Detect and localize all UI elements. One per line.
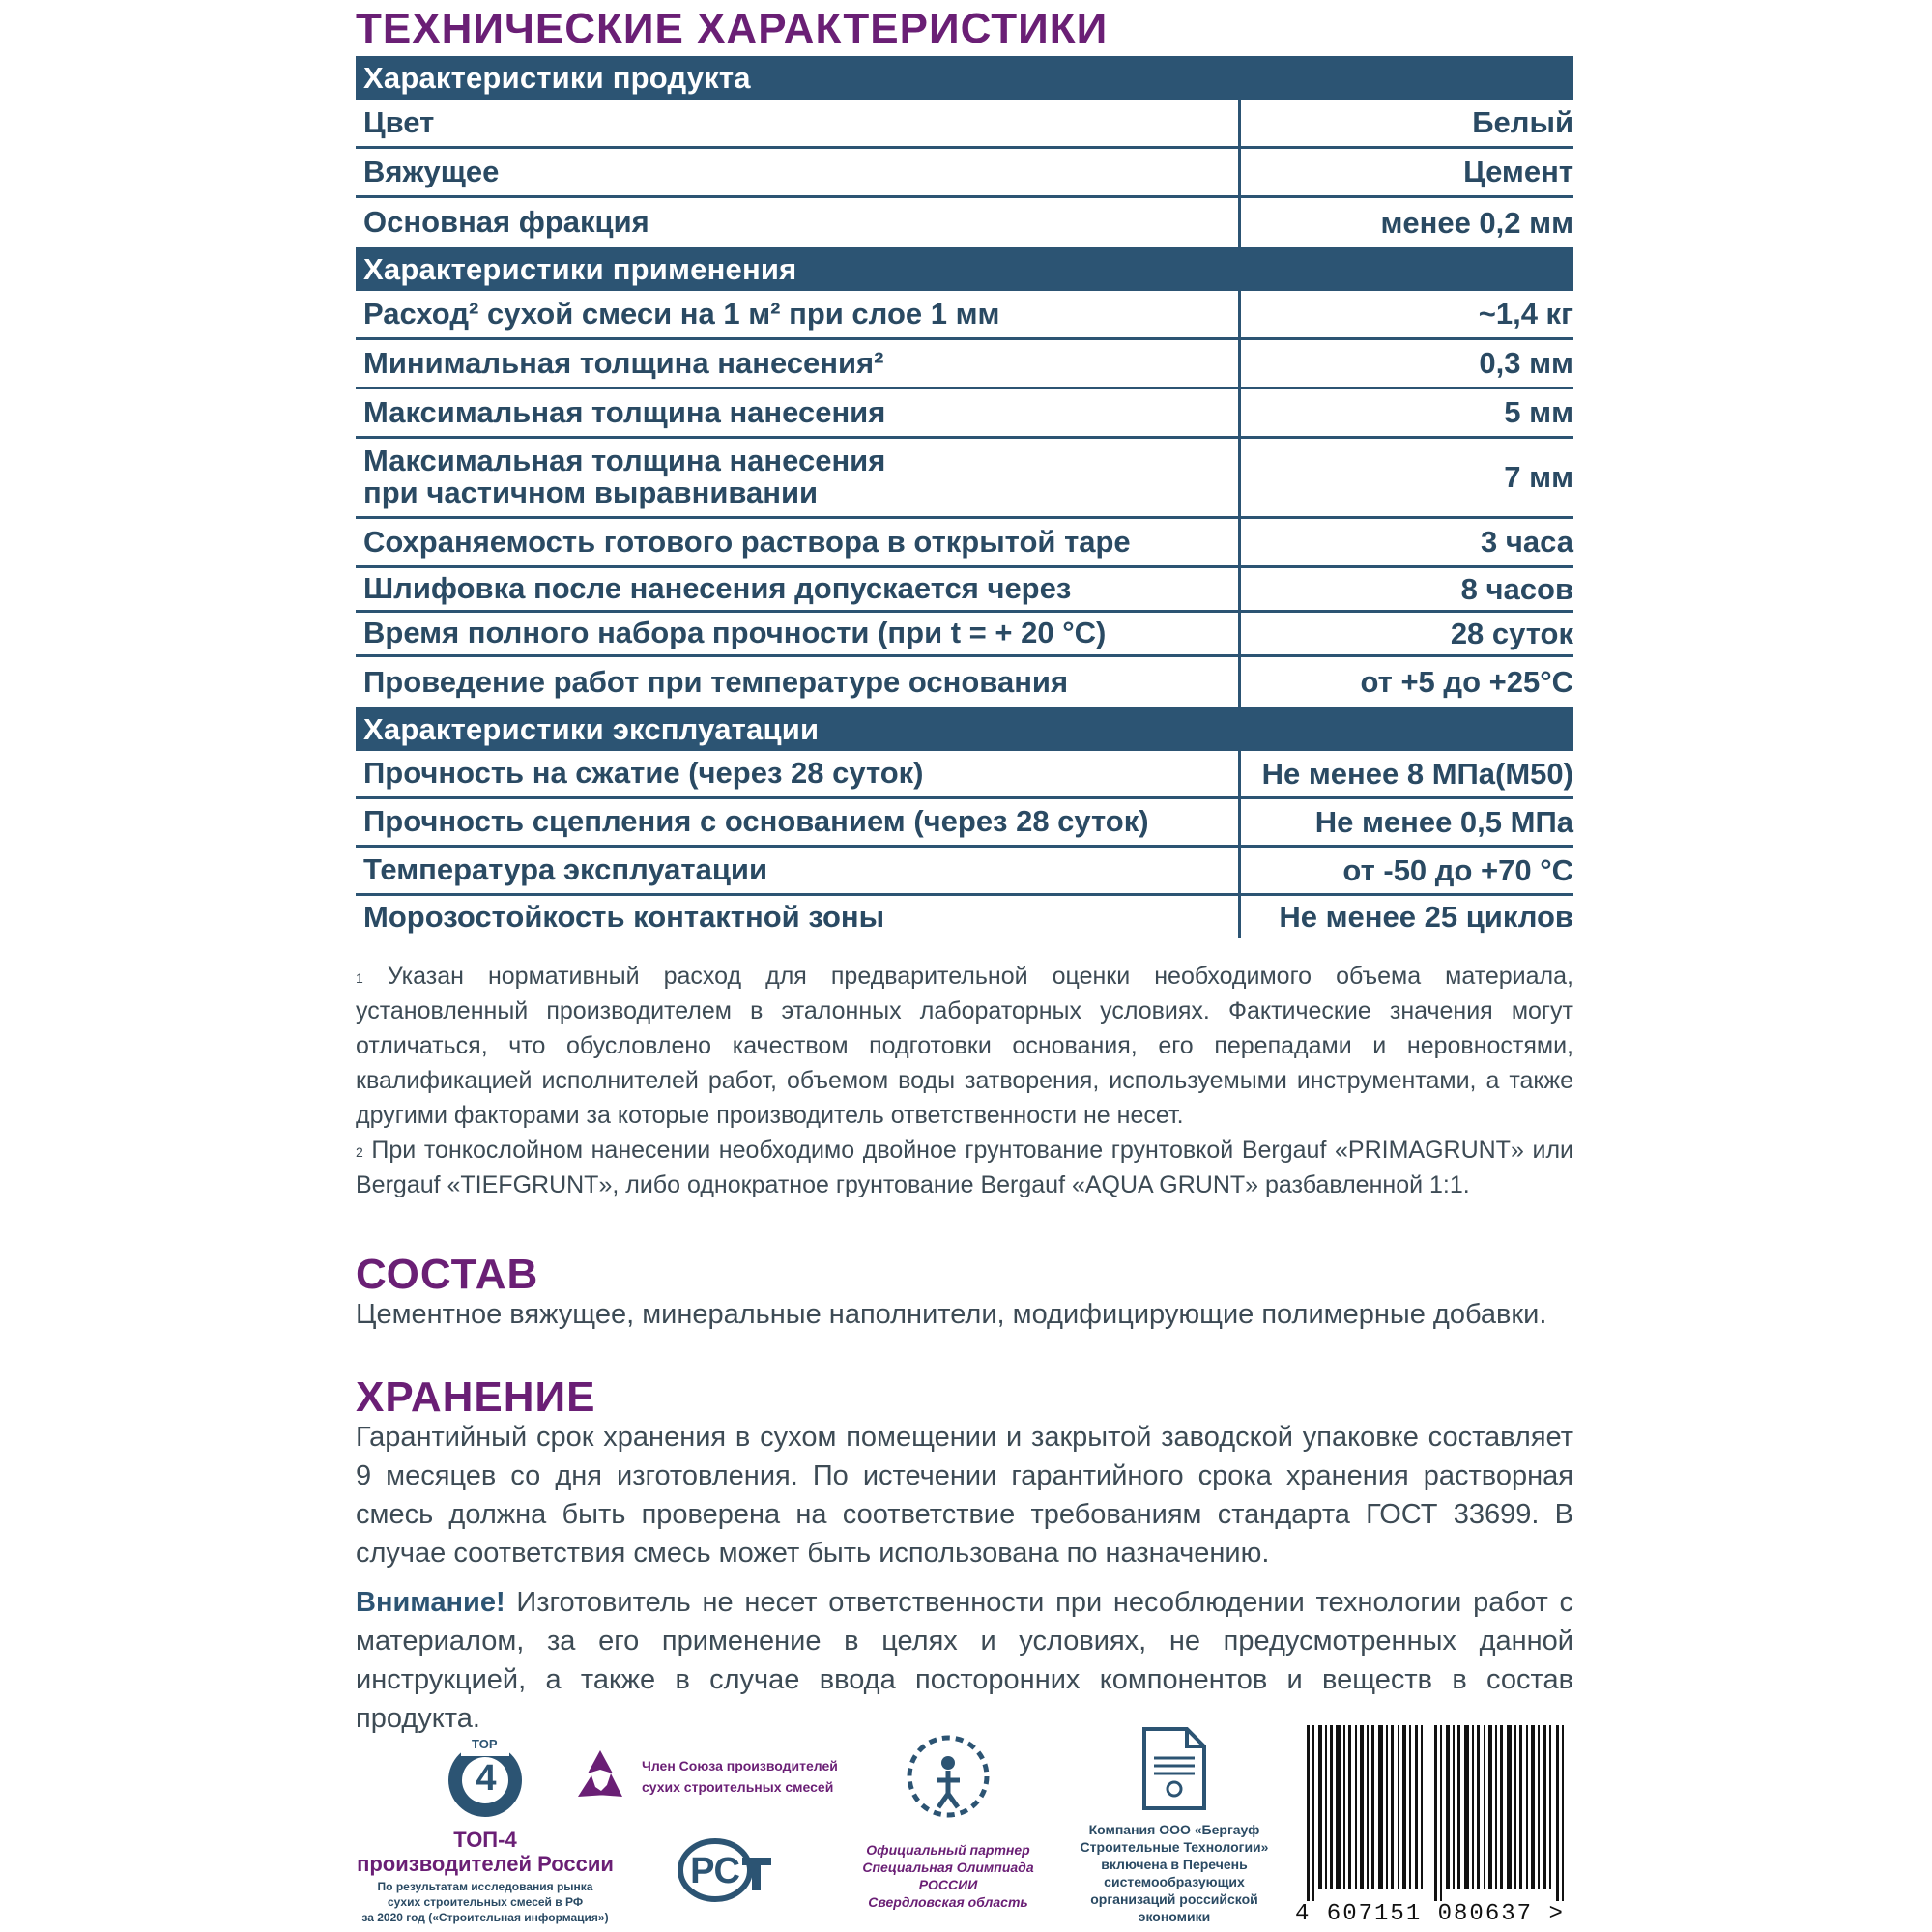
union-icon — [568, 1745, 632, 1808]
storage-text: Гарантийный срок хранения в сухом помещении и закрытой заводской упаковке составляет 9 месяцев со дня изготовления. По истечении гарантийного срока хранения растворная смесь должна быть проверена на соответствие требованиям стандарта ГОСТ 33699. В случае соответствия смесь может быть использована по назначению. — [356, 1422, 1573, 1569]
row-value: 0,3 мм — [1479, 346, 1573, 380]
storage-title: ХРАНЕНИЕ — [356, 1373, 596, 1421]
row-label: Прочность сцепления с основанием (через 28 суток) — [356, 799, 1241, 845]
section-header-product: Характеристики продукта — [356, 56, 1573, 100]
top4-caption1: По результатам исследования рынка — [377, 1880, 593, 1893]
company-line5: организаций российской — [1090, 1891, 1258, 1907]
top4-caption3: за 2020 год («Строительная информация») — [361, 1911, 609, 1924]
table-row — [356, 568, 1573, 613]
company-line4: системообразующих — [1104, 1874, 1245, 1889]
table-row — [356, 149, 1573, 198]
footnote-mark: 2 — [356, 1144, 363, 1160]
table-row — [356, 657, 1573, 707]
row-label: Температура эксплуатации — [356, 848, 1241, 893]
table-row — [356, 519, 1573, 568]
company-badge — [1073, 1725, 1276, 1932]
top4-title1: ТОП-4 — [453, 1828, 517, 1852]
row-label: Проведение работ при температуре основания — [356, 657, 1241, 707]
row-value: 8 часов — [1460, 571, 1573, 606]
company-line2: Строительные Технологии» — [1080, 1839, 1269, 1855]
row-label: Минимальная толщина нанесения² — [356, 340, 1241, 387]
barcode-number: 4 607151 080637 > — [1295, 1901, 1565, 1927]
section-header-operation: Характеристики эксплуатации — [356, 707, 1573, 751]
logo-strip — [0, 1725, 1932, 1932]
rst-badge — [677, 1836, 773, 1904]
top4-title2: производителей России — [357, 1852, 614, 1876]
composition-text: Цементное вяжущее, минеральные наполнители, модифицирующие полимерные добавки. — [356, 1299, 1547, 1330]
row-value: Не менее 0,5 МПа — [1314, 804, 1573, 839]
row-label: Сохраняемость готового раствора в открытой таре — [356, 519, 1241, 565]
row-value: от +5 до +25°C — [1360, 665, 1573, 699]
row-label: Морозостойкость контактной зоны — [356, 896, 1241, 938]
document-icon — [1140, 1725, 1208, 1812]
barcode — [1295, 1725, 1573, 1932]
olympics-line4: Свердловская область — [868, 1894, 1028, 1910]
row-label: Шлифовка после нанесения допускается через — [356, 568, 1241, 610]
row-label: Максимальная толщина нанесения — [356, 389, 1241, 436]
row-label: Максимальная толщина нанесения при частичном выравнивании — [356, 439, 1241, 516]
row-value: Цемент — [1463, 155, 1573, 188]
composition-title: СОСТАВ — [356, 1251, 539, 1298]
top4-caption2: сухих строительных смесей в РФ — [387, 1895, 584, 1909]
row-value: менее 0,2 мм — [1380, 205, 1573, 240]
footnotes — [356, 959, 1573, 1202]
company-line6: экономики — [1138, 1909, 1211, 1924]
top4-number: 4 — [476, 1758, 497, 1799]
row-value: 28 суток — [1450, 616, 1573, 650]
union-badge — [568, 1745, 858, 1812]
row-label: Время полного набора прочности (при t = + 20 °C) — [356, 613, 1241, 654]
row-label: Цвет — [356, 100, 1241, 146]
warning-text: Изготовитель не несет ответственности при несоблюдении технологии работ с материалом, за его применение в целях и условиях, не предусмотренных данной инструкцией, а также в случае ввода посторонних компонентов и веществ в состав продукта. — [356, 1587, 1573, 1734]
row-value: 3 часа — [1481, 525, 1573, 559]
olympics-line3: РОССИИ — [918, 1877, 978, 1892]
union-line2: сухих строительных смесей — [642, 1779, 834, 1795]
table-row — [356, 848, 1573, 896]
warning-label: Внимание! — [356, 1587, 505, 1618]
barcode-icon — [1307, 1725, 1573, 1901]
rst-icon — [677, 1836, 773, 1904]
row-label: Основная фракция — [356, 198, 1241, 247]
table-row — [356, 389, 1573, 439]
table-row — [356, 751, 1573, 799]
table-row — [356, 896, 1573, 938]
warning-paragraph — [356, 1583, 1573, 1738]
union-line1: Член Союза производителей — [642, 1758, 838, 1773]
company-line1: Компания ООО «Бергауф — [1088, 1822, 1260, 1837]
row-value: ~1,4 кг — [1478, 297, 1573, 331]
row-value: 5 мм — [1504, 395, 1573, 429]
row-value: 7 мм — [1504, 460, 1573, 494]
table-row — [356, 799, 1573, 848]
table-row — [356, 340, 1573, 389]
table-row — [356, 100, 1573, 149]
row-value: от -50 до +70 °C — [1342, 852, 1573, 887]
table-row — [356, 291, 1573, 340]
olympics-icon — [900, 1730, 996, 1823]
table-row — [356, 613, 1573, 657]
company-line3: включена в Перечень — [1101, 1857, 1248, 1872]
row-value: Не менее 25 циклов — [1279, 900, 1573, 934]
olympics-badge — [837, 1730, 1059, 1923]
footnote-1: Указан нормативный расход для предварительной оценки необходимого объема материала, установленный производителем в эталонных лабораторных условиях. Фактические значения могут отличаться, что обусловлено качеством подготовки основания, его перепадами и неровностями, квалификацией исполнителей работ, объемом воды затворения, используемыми инструментами, а также другими факторами за которые производитель ответственности не несет. — [356, 963, 1573, 1129]
row-label: Прочность на сжатие (через 28 суток) — [356, 751, 1241, 796]
row-value: Не менее 8 МПа(М50) — [1261, 756, 1573, 791]
olympics-line1: Официальный партнер — [866, 1842, 1030, 1858]
row-label: Вяжущее — [356, 149, 1241, 195]
row-label: Расход² сухой смеси на 1 м² при слое 1 мм — [356, 291, 1241, 337]
table-row — [356, 198, 1573, 247]
footnote-2: При тонкослойном нанесении необходимо двойное грунтование грунтовкой Bergauf «PRIMAGRUNT» или Bergauf «TIEFGRUNT», либо однократное грунтование Bergauf «AQUA GRUNT» разбавленной 1:1. — [356, 1137, 1573, 1198]
footnote-mark: 1 — [356, 970, 363, 986]
olympics-line2: Специальная Олимпиада — [862, 1860, 1034, 1875]
page-title: ТЕХНИЧЕСКИЕ ХАРАКТЕРИСТИКИ — [356, 5, 1109, 52]
row-value: Белый — [1472, 105, 1573, 139]
svg-text:РС: РС — [690, 1851, 740, 1891]
spec-table — [356, 56, 1573, 938]
table-row — [356, 439, 1573, 519]
section-header-application: Характеристики применения — [356, 247, 1573, 291]
top4-top-label: TOP — [472, 1737, 498, 1751]
